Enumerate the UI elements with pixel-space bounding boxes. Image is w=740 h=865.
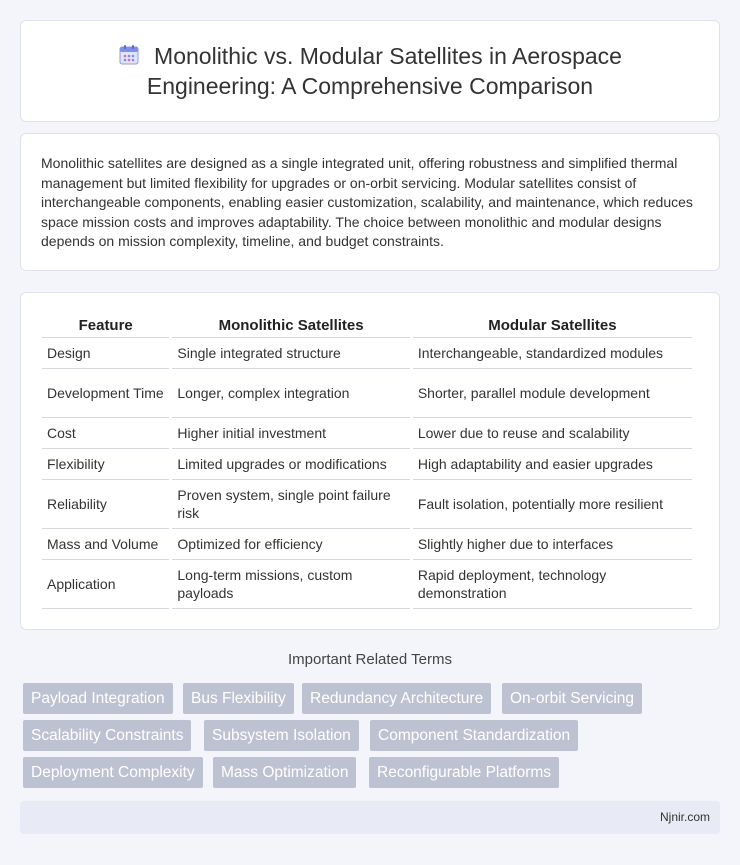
comparison-table [39, 315, 695, 609]
table-row [42, 369, 692, 418]
tag-subsystem-isolation[interactable]: Subsystem Isolation [204, 720, 359, 751]
feature-cell: Development Time [42, 369, 169, 418]
footer-site[interactable]: Njnir.com [659, 810, 710, 824]
page-title [70, 41, 670, 101]
monolithic-cell: Optimized for efficiency [172, 529, 409, 560]
header-monolithic: Monolithic Satellites [172, 315, 409, 338]
modular-cell: High adaptability and easier upgrades [413, 449, 692, 480]
monolithic-cell: Long-term missions, custom payloads [172, 560, 409, 609]
tag-redundancy-architecture[interactable]: Redundancy Architecture [302, 683, 491, 714]
calendar-icon [118, 43, 140, 65]
feature-cell: Design [42, 338, 169, 369]
tag-reconfigurable-platforms[interactable]: Reconfigurable Platforms [369, 757, 559, 788]
modular-cell: Rapid deployment, technology demonstration [413, 560, 692, 609]
table-row [42, 418, 692, 449]
modular-cell: Slightly higher due to interfaces [413, 529, 692, 560]
modular-cell: Shorter, parallel module development [413, 369, 692, 418]
table-row [42, 338, 692, 369]
intro-card [20, 133, 720, 271]
modular-cell: Fault isolation, potentially more resilient [413, 480, 692, 529]
footer [20, 801, 720, 834]
comparison-table-card [20, 292, 720, 630]
table-row [42, 560, 692, 609]
title-card [20, 20, 720, 122]
tag-on-orbit-servicing[interactable]: On-orbit Servicing [502, 683, 642, 714]
table-row [42, 480, 692, 529]
page-title-text: Monolithic vs. Modular Satellites in Aerospace Engineering: A Comprehensive Comparison [146, 43, 622, 99]
monolithic-cell: Single integrated structure [172, 338, 409, 369]
tag-component-standardization[interactable]: Component Standardization [370, 720, 578, 751]
intro-paragraph: Monolithic satellites are designed as a single integrated unit, offering robustness and simplified thermal management but limited flexibility for upgrades or on-orbit servicing. Modular satellites consist of interchangeable components, enabling easier customization, scalability, and maintenance, which reduces space mission costs and improves adaptability. The choice between monolithic and modular designs depends on mission complexity, timeline, and budget constraints. [41, 155, 693, 250]
monolithic-cell: Limited upgrades or modifications [172, 449, 409, 480]
related-terms-title: Important Related Terms [288, 651, 452, 668]
modular-cell: Interchangeable, standardized modules [413, 338, 692, 369]
table-header-row [42, 315, 692, 338]
header-feature: Feature [42, 315, 169, 338]
tag-payload-integration[interactable]: Payload Integration [23, 683, 173, 714]
feature-cell: Cost [42, 418, 169, 449]
tag-bus-flexibility[interactable]: Bus Flexibility [183, 683, 294, 714]
feature-cell: Flexibility [42, 449, 169, 480]
modular-cell: Lower due to reuse and scalability [413, 418, 692, 449]
feature-cell: Reliability [42, 480, 169, 529]
tag-scalability-constraints[interactable]: Scalability Constraints [23, 720, 191, 751]
tag-deployment-complexity[interactable]: Deployment Complexity [23, 757, 203, 788]
monolithic-cell: Proven system, single point failure risk [172, 480, 409, 529]
feature-cell: Application [42, 560, 169, 609]
monolithic-cell: Higher initial investment [172, 418, 409, 449]
table-row [42, 449, 692, 480]
tag-mass-optimization[interactable]: Mass Optimization [213, 757, 356, 788]
table-row [42, 529, 692, 560]
monolithic-cell: Longer, complex integration [172, 369, 409, 418]
header-modular: Modular Satellites [413, 315, 692, 338]
feature-cell: Mass and Volume [42, 529, 169, 560]
